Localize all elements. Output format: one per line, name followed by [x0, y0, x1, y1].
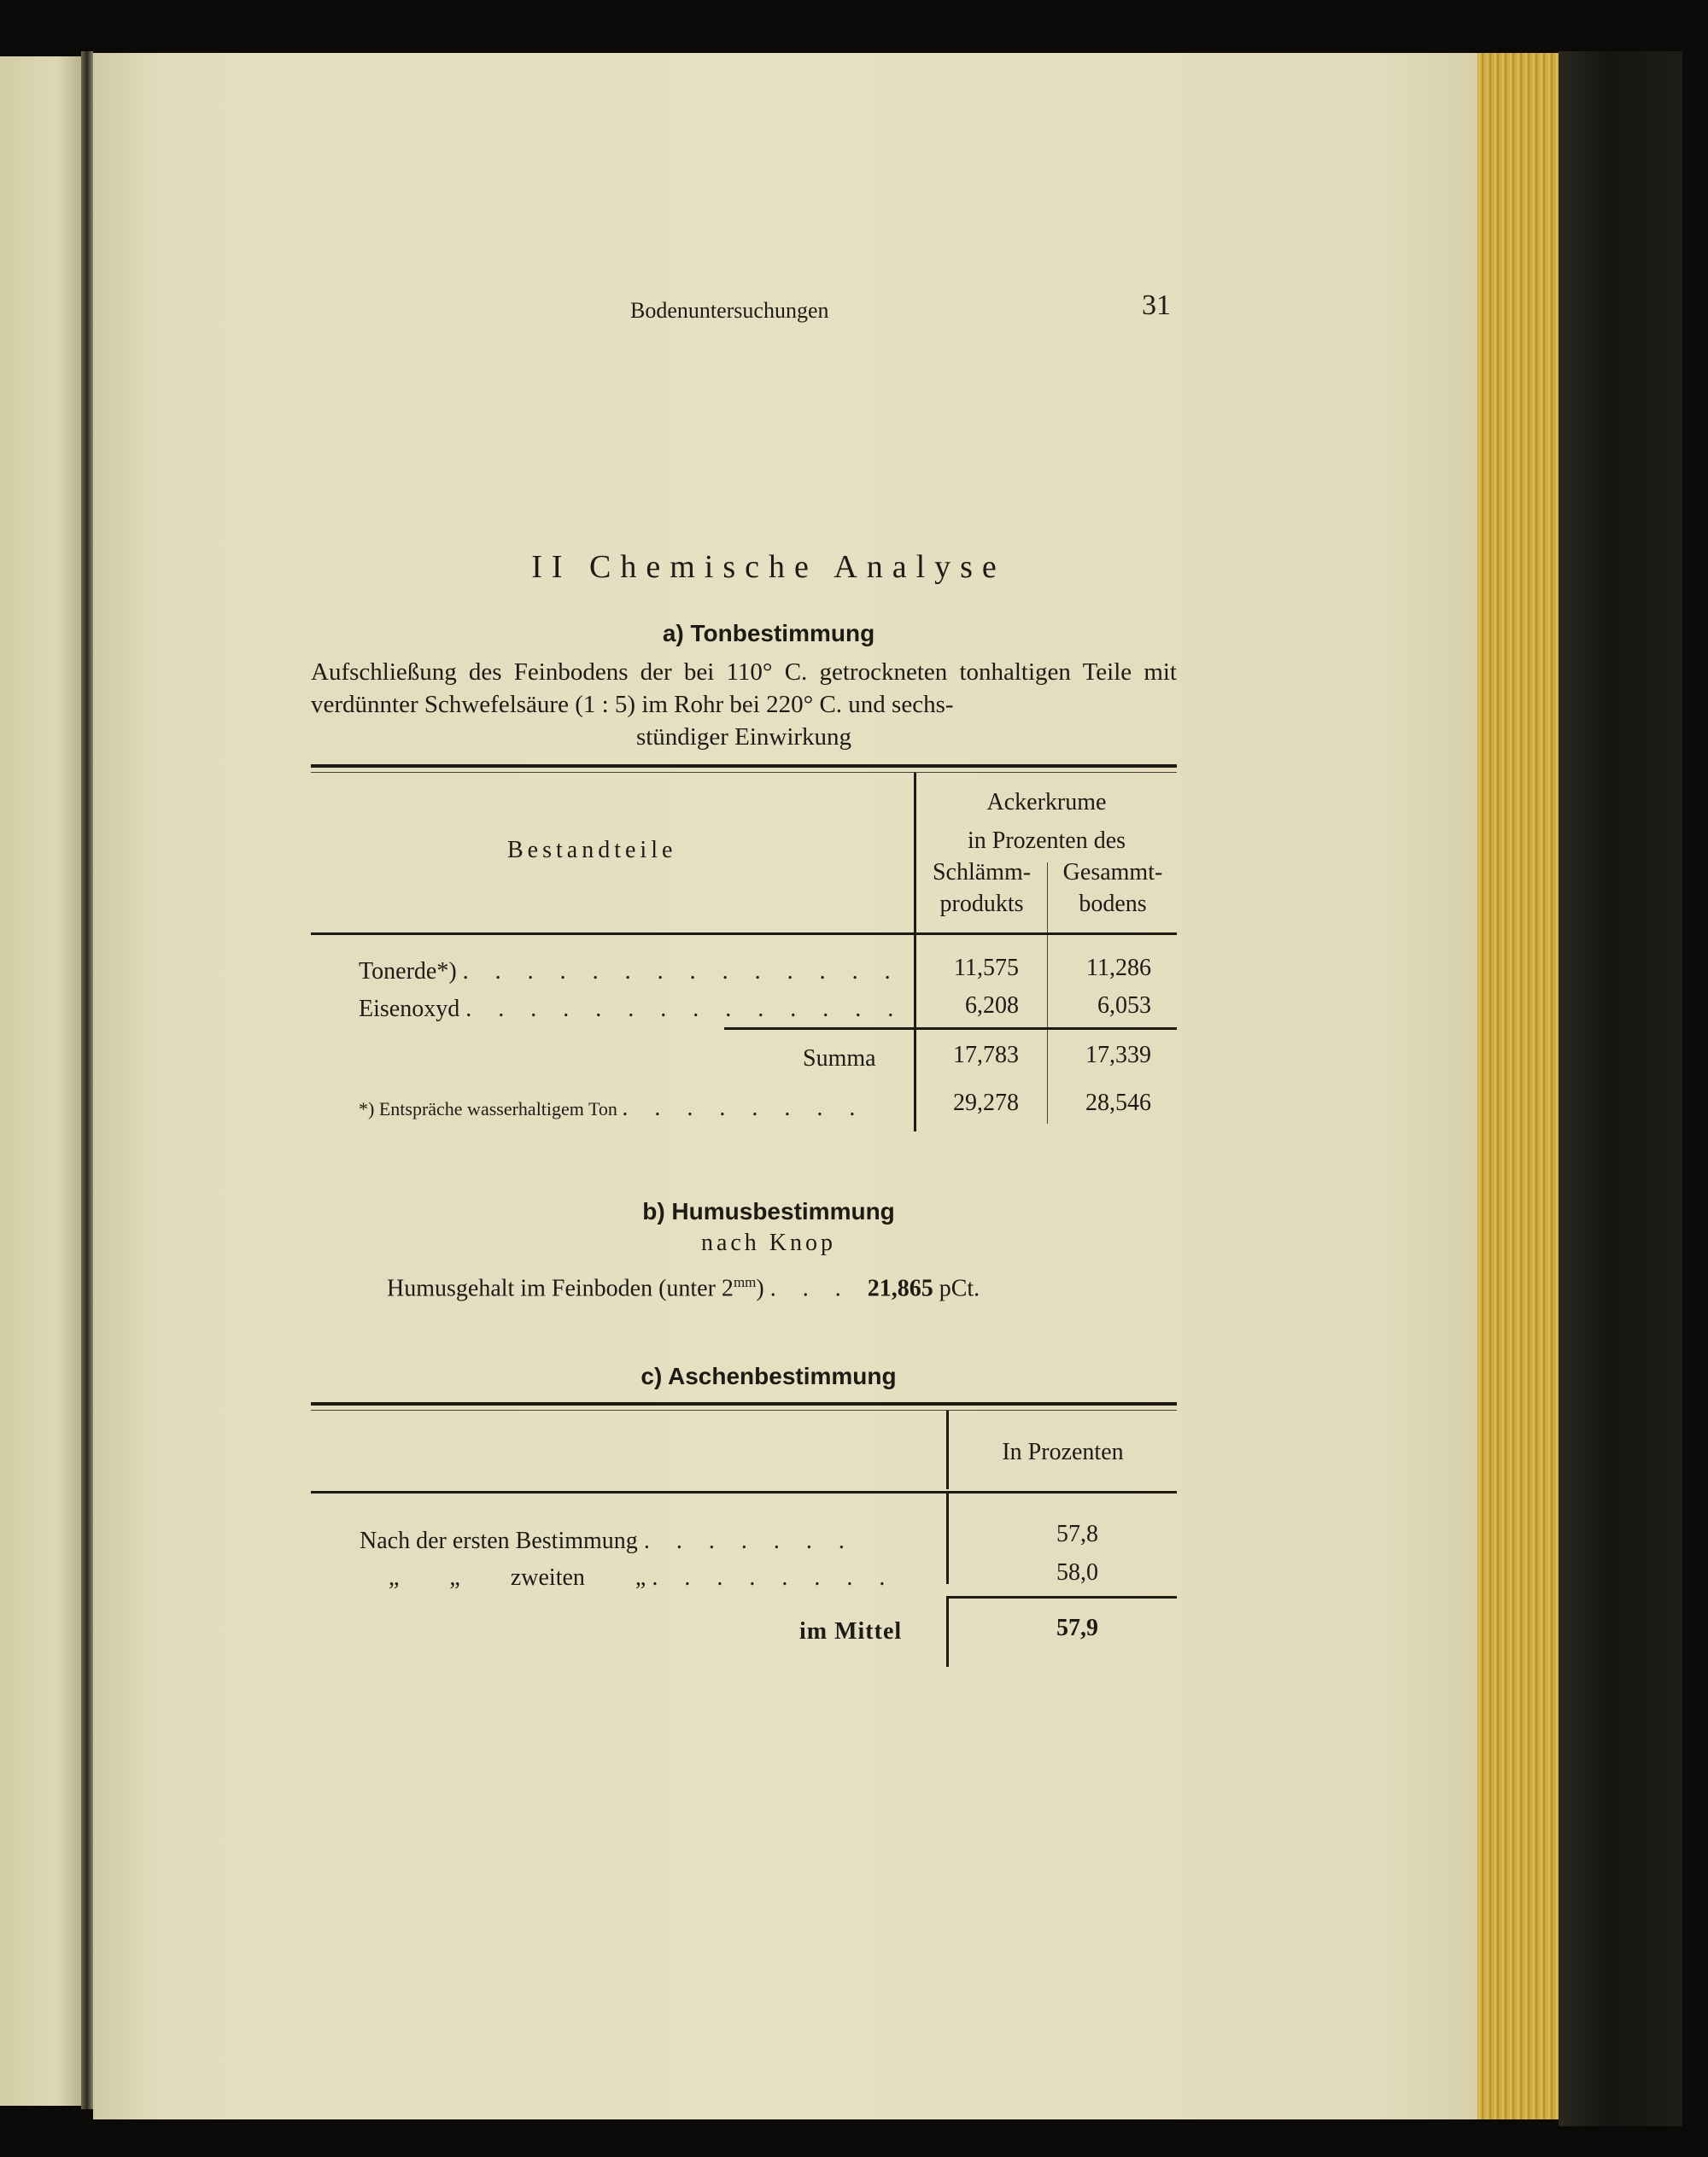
table-c-mean-rule — [946, 1596, 1177, 1599]
table-a-top-rule-thin — [311, 772, 1177, 773]
table-row — [360, 1526, 855, 1557]
footnote-text: *) Entspräche wasserhaltigem Ton — [359, 1098, 617, 1119]
sum-value-schlaemm: 17,783 — [953, 1042, 1019, 1068]
table-a-col2-line1: Gesammt- — [1062, 859, 1163, 886]
table-c-col-header: In Prozenten — [1002, 1439, 1124, 1465]
humus-value: 21,865 — [867, 1275, 933, 1302]
row-label: Eisenoxyd — [359, 996, 460, 1022]
book-page — [93, 53, 1485, 2119]
running-head: Bodenuntersuchungen — [630, 298, 829, 323]
mean-label: im Mittel — [799, 1618, 903, 1645]
row-label: Nach der ersten Bestimmung — [360, 1528, 638, 1554]
footnote-value-gesammt: 28,546 — [1085, 1090, 1151, 1116]
humus-label-close: ) — [756, 1275, 764, 1302]
humus-unit: mm — [733, 1274, 757, 1290]
leader-dots: . . . . . . . . . . . . . . — [465, 996, 904, 1022]
method-description — [311, 656, 1177, 753]
table-a-header-rule — [311, 932, 1177, 935]
humus-result-line — [387, 1267, 980, 1304]
table-a-col1-line1: Schlämm- — [932, 859, 1032, 886]
leader-dots: . . . . . . . — [643, 1528, 855, 1554]
sum-label: Summa — [803, 1045, 876, 1072]
row-label: „ „ zweiten „ — [389, 1564, 646, 1591]
book-gutter — [81, 51, 93, 2109]
book-cover — [1559, 51, 1682, 2126]
row-value-gesammt: 6,053 — [1097, 992, 1151, 1019]
humusbestimmung-heading: b) Humusbestimmung — [642, 1198, 895, 1225]
row-label: Tonerde*) — [359, 958, 457, 985]
table-a-top-rule — [311, 764, 1177, 768]
facing-page-edge — [0, 56, 81, 2106]
aschenbestimmung-heading: c) Aschenbestimmung — [640, 1363, 897, 1389]
table-a-col-label: Bestandteile — [507, 837, 677, 863]
footnote-value-schlaemm: 29,278 — [953, 1090, 1019, 1116]
humusbestimmung-subheading: nach Knop — [700, 1230, 837, 1256]
row-value-schlaemm: 6,208 — [965, 992, 1019, 1019]
tonbestimmung-heading: a) Tonbestimmung — [662, 620, 875, 646]
humus-value-unit: pCt. — [939, 1275, 980, 1302]
table-row — [359, 994, 904, 1025]
section-heading: II Chemische Analyse — [531, 549, 1006, 585]
row-value: 58,0 — [1056, 1559, 1098, 1586]
mean-value: 57,9 — [1056, 1615, 1098, 1641]
table-a-group-header-1: Ackerkrume — [986, 789, 1107, 815]
table-c-header-rule — [311, 1491, 1177, 1494]
table-c-top-rule-thin — [311, 1410, 1177, 1411]
table-row — [389, 1563, 895, 1593]
table-a-col1-line2: produkts — [939, 891, 1024, 917]
table-a-divider-cols — [1047, 862, 1048, 1124]
leader-dots: . . . . . . . . — [652, 1564, 896, 1591]
leader-dots: . . . — [769, 1275, 868, 1302]
table-a-col2-line2: bodens — [1079, 891, 1147, 917]
method-description-last-line: stündiger Einwirkung — [635, 723, 852, 751]
table-a-sum-rule — [724, 1027, 1177, 1030]
footnote-row — [359, 1095, 865, 1122]
method-description-text: Aufschließung des Feinbodens der bei 110° C. getrockneten tonhaltigen Teile mit verdünnter Schwefelsäure (1 : 5) im Rohr bei 220° C. und sechs- — [311, 658, 1177, 718]
humus-label: Humusgehalt im Feinboden (unter 2 — [387, 1275, 734, 1302]
leader-dots: . . . . . . . . . . . . . . — [462, 958, 901, 985]
row-value-gesammt: 11,286 — [1086, 955, 1151, 981]
leader-dots: . . . . . . . . — [622, 1095, 866, 1121]
page-number: 31 — [1142, 289, 1171, 321]
table-c-top-rule — [311, 1402, 1177, 1406]
page-edges — [1477, 53, 1559, 2119]
sum-value-gesammt: 17,339 — [1085, 1042, 1151, 1068]
table-row — [359, 956, 901, 987]
row-value: 57,8 — [1056, 1521, 1098, 1547]
row-value-schlaemm: 11,575 — [954, 955, 1019, 981]
table-a-group-header-2: in Prozenten des — [967, 827, 1126, 854]
